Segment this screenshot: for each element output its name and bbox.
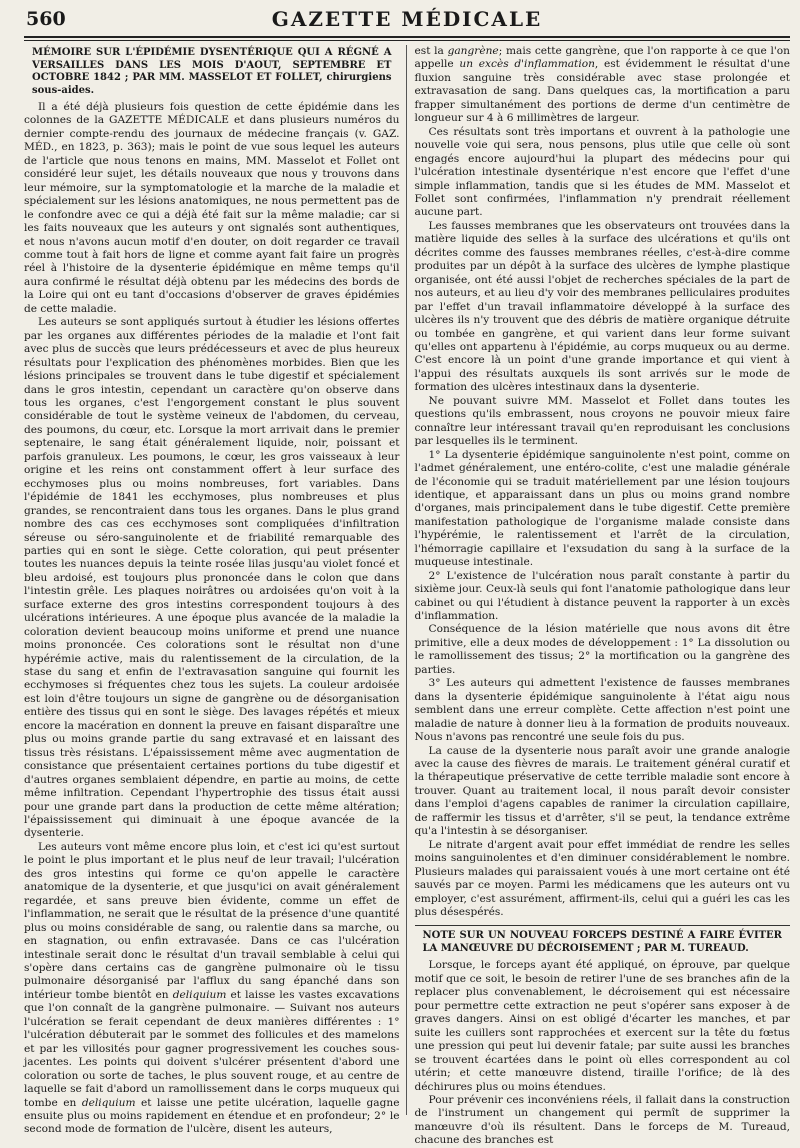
header-rule xyxy=(24,40,790,41)
paragraph: 3° Les auteurs qui admettent l'existence de fausses membranes dans la dysenterie épidémique sanguinolente à l'état aigu nous semblent dans une erreur complète. Cette affection n'est point une maladie de nature à donner lieu à la formation de produits nouveaux. Nous n'avons pas rencontré une seule fois du pus. xyxy=(414,677,790,744)
paragraph: Lorsque, le forceps ayant été appliqué, on éprouve, par quelque motif que ce soit, le besoin de retirer l'une de ses branches afin de la replacer plus convenablement, le décroisement qui est nécessaire pour permettre cette extraction ne peut s'opérer sans exposer à de graves dangers. Ainsi on est obligé d'écarter les manches, et par suite les cuillers sont rapprochées et exercent sur la tête du fœtus une pression qui peut lui devenir fatale; par suite aussi les branches se trouvent écartées dans le point où elles correspondent au col utérin; et cette manœuvre distend, tiraille l'orifice; de là des déchirures plus ou moins étendues. xyxy=(414,959,790,1093)
paragraph: Les auteurs vont même encore plus loin, et c'est ici qu'est surtout le point le plus important et le plus neuf de leur travail; l'ulcération des gros intestins qui forme ce qu'on appelle le caractère anatomique de la dysenterie, et que jusqu'ici on avait généralement regardée, et sans preuve bien évidente, comme un effet de l'inflammation, ne serait que le résultat de la présence d'une quantité plus ou moins considérable de sang, ou ralentie dans sa marche, ou en stagnation, ou enfin extravasée. Dans ce cas l'ulcération intestinale serait donc le résultat d'un travail semblable à celui qui s'opère dans certains cas de gangrène pulmonaire où le tissu pulmonaire désorganisé par l'afflux du sang épanché dans son intérieur tombe bientôt en deliquium et laisse les vastes excavations que l'on connaît de la gangrène pulmonaire. — Suivant nos auteurs l'ulcération se ferait cependant de deux manières différentes : 1° l'ulcération débuterait par le sommet des follicules et des mamelons et par les villosités pour gagner progressivement les couches sous-jacentes. Les points qui doivent s'ulcérer présentent d'abord une coloration ou sorte de taches, le plus souvent rouge, et au centre de laquelle se fait d'abord un ramollissement dans le corps muqueux qui tombe en deliquium et laisse une petite ulcération, laquelle gagne ensuite plus ou moins rapidement en étendue et en profondeur; 2° le second mode de formation de l'ulcère, disent les auteurs, xyxy=(24,840,400,1136)
left-column xyxy=(24,45,407,1136)
columns xyxy=(24,45,790,1147)
paragraph: Les auteurs se sont appliqués surtout à étudier les lésions offertes par les organes aux différentes périodes de la maladie et l'ont fait avec plus de succès que leurs prédécesseurs et avec de plus heureux résultats pour l'explication des phénomènes morbides. Bien que les lésions principales se trouvent dans le tube digestif et spécialement dans le gros intestin, cependant un caractère qu'on observe dans tous les organes, c'est l'engorgement constant le plus souvent considérable de tout le système veineux de l'abdomen, du cerveau, des poumons, du cœur, etc. Lorsque la mort arrivait dans le premier septenaire, le sang était généralement liquide, noir, poissant et parfois granuleux. Les poumons, le cœur, les gros vaisseaux à leur origine et les reins ont constamment offert à leur surface des ecchymoses plus ou moins nombreuses, fort variables. Dans l'épidémie de 1841 les ecchymoses, plus nombreuses et plus grandes, se rencontraient dans tous les organes. Dans le plus grand nombre des cas ces ecchymoses sont compliquées d'infiltration séreuse ou séro-sanguinolente et de friabilité remarquable des parties qui en sont le siège. Cette coloration, qui peut présenter toutes les nuances depuis la teinte rosée lilas jusqu'au violet foncé et bleu ardoisé, est toujours plus prononcée dans le colon que dans l'intestin grêle. Les plaques noirâtres ou ardoisées qu'on voit à la surface externe des gros intestins correspondent toujours à des ulcérations intérieures. A une époque plus avancée de la maladie la coloration devient beaucoup moins uniforme et prend une nuance moins prononcée. Ces colorations sont le résultat non d'une hypérémie active, mais du ralentissement de la circulation, de la stase du sang et enfin de l'extravasation sanguine qui fournit les ecchymoses si fréquentes chez tous les sujets. La couleur ardoisée est loin d'être toujours un signe de gangrène ou de désorganisation entière des tissus qui en sont le siège. Des lavages répétés et mieux encore la macération en donnent la preuve en faisant disparaître une plus ou moins grande partie du sang extravasé et en laissant des tissus très résistans. L'épaississement même avec augmentation de consistance que présentaient certaines portions du tube digestif et d'autres organes semblaient dépendre, en partie au moins, de cette même infiltration. Cependant l'hypertrophie des tissus était aussi pour une grande part dans la production de cette même altération; l'épaississement qui diminuait à une époque avancée de la dysenterie. xyxy=(24,316,400,840)
article-title: MÉMOIRE SUR L'ÉPIDÉMIE DYSENTÉRIQUE QUI A RÉGNÉ A VERSAILLES DANS LES MOIS D'AOUT, SEPTEMBRE ET OCTOBRE 1842 ; PAR MM. MASSELOT ET FOLLET, chirurgiens sous-aides. xyxy=(32,47,392,96)
masthead xyxy=(24,6,790,38)
page-number: 560 xyxy=(26,8,66,30)
paragraph: La cause de la dysenterie nous paraît avoir une grande analogie avec la cause des fièvres de marais. Le traitement général curatif et la thérapeutique préservative de cette terrible maladie sont encore à trouver. Quant au traitement local, il nous paraît devoir consister dans l'emploi d'agens capables de ranimer la circulation capillaire, de raffermir les tissus et d'arrêter, s'il se peut, la tendance extrême qu'a l'intestin à se désorganiser. xyxy=(414,744,790,838)
paragraph: Pour prévenir ces inconvéniens réels, il fallait dans la construction de l'instrument un changement qui permît de supprimer la manœuvre d'où ils résultent. Dans le forceps de M. Tureaud, chacune des branches est xyxy=(414,1093,790,1147)
paragraph: Ces résultats sont très importans et ouvrent à la pathologie une nouvelle voie qui sera, nous pensons, plus utile que celle où sont engagés encore aujourd'hui la plupart des médecins pour qui l'ulcération intestinale dysentérique n'est encore que l'effet d'une simple inflammation, tandis que si les études de MM. Masselot et Follet sont confirmées, l'inflammation n'y prendrait réellement aucune part. xyxy=(414,125,790,219)
journal-title: GAZETTE MÉDICALE xyxy=(271,7,543,31)
paragraph: Ne pouvant suivre MM. Masselot et Follet dans toutes les questions qu'ils embrassent, nous croyons ne pouvoir mieux faire connaître leur intéressant travail qu'en reproduisant les conclusions par lesquelles ils le terminent. xyxy=(414,394,790,448)
right-column xyxy=(414,45,791,1147)
paragraph: Les fausses membranes que les observateurs ont trouvées dans la matière liquide des selles à la surface des ulcérations et qu'ils ont décrites comme des fausses membranes réelles, c'est-à-dire comme produites par un dépôt à la surface des ulcères de lymphe plastique organisée, ont été aussi l'objet de recherches spéciales de la part de nos auteurs, et au lieu d'y voir des membranes pelliculaires produites par l'effet d'un travail inflammatoire développé à la surface des ulcères ils n'y trouvent que des débris de matière organique détruite ou tombée en gangrène, et qui varient dans leur forme suivant qu'elles ont appartenu à l'épidémie, au corps muqueux ou au derme. C'est encore là un point d'une grande importance et qui vient à l'appui des résultats auxquels ils sont arrivés sur le mode de formation des ulcères intestinaux dans la dysenterie. xyxy=(414,219,790,394)
paragraph: Le nitrate d'argent avait pour effet immédiat de rendre les selles moins sanguinolentes et d'en diminuer considérablement le nombre. Plusieurs malades qui paraissaient voués à une mort certaine ont été sauvés par ce moyen. Parmi les médicamens que les auteurs ont vu employer, c'est assurément, affirment-ils, celui qui a guéri les cas les plus désespérés. xyxy=(414,838,790,918)
paragraph: 2° L'existence de l'ulcération nous paraît constante à partir du sixième jour. Ceux-là seuls qui font l'anatomie pathologique dans leur cabinet ou qui l'étudient à distance peuvent la rapporter à un excès d'inflammation. xyxy=(414,569,790,623)
article-title: NOTE SUR UN NOUVEAU FORCEPS DESTINÉ A FAIRE ÉVITER LA MANŒUVRE DU DÉCROISEMENT ; PAR M. TUREAUD. xyxy=(422,930,782,954)
article-separator xyxy=(415,925,791,926)
paragraph: Conséquence de la lésion matérielle que nous avons dit être primitive, elle a deux modes de développement : 1° La dissolution ou le ramollissement des tissus; 2° la mortification ou la gangrène des parties. xyxy=(414,623,790,676)
paragraph: 1° La dysenterie épidémique sanguinolente n'est point, comme on l'admet généralement, une entéro-colite, c'est une maladie générale de l'économie qui se traduit matériellement par une lésion toujours identique, et apparaissant dans un plus ou moins grand nombre d'organes, mais principalement dans le tube digestif. Cette première manifestation pathologique de l'organisme malade consiste dans l'hypérémie, le ralentissement et l'arrêt de la circulation, l'hémorragie capillaire et l'exsudation du sang à la surface de la muqueuse intestinale. xyxy=(414,448,790,569)
paragraph: est la gangrène; mais cette gangrène, que l'on rapporte à ce que l'on appelle un excès d'inflammation, est évidemment le résultat d'une fluxion sanguine très considérable avec stase prolongée et extravasation de sang. Dans quelques cas, la mortification a paru frapper simultanément des portions de derme d'un centimètre de longueur sur 4 à 6 millimètres de largeur. xyxy=(414,45,790,125)
paragraph: Il a été déjà plusieurs fois question de cette épidémie dans les colonnes de la GAZETTE MÉDICALE et dans plusieurs numéros du dernier compte-rendu des journaux de médecine français (v. GAZ. MÉD., en 1823, p. 363); mais le point de vue sous lequel les auteurs de l'article que nous tenons en mains, MM. Masselot et Follet ont considéré leur sujet, les détails nouveaux que nous y trouvons dans leur mémoire, sur la symptomatologie et la marche de la maladie et spécialement sur les lésions anatomiques, ne nous permettent pas de le confondre avec ce qui a déjà été fait sur la même maladie; car si les faits nouveaux que les auteurs y ont signalés sont authentiques, et nous n'avons aucun motif d'en douter, on doit regarder ce travail comme tout à fait hors de ligne et comme ayant fait faire un progrès réel à l'histoire de la dysenterie épidémique en même temps qu'il aura confirmé le résultat déjà obtenu par les médecins des bords de la Loire qui ont eu tant d'occasions d'observer de graves épidémies de cette maladie. xyxy=(24,101,400,315)
